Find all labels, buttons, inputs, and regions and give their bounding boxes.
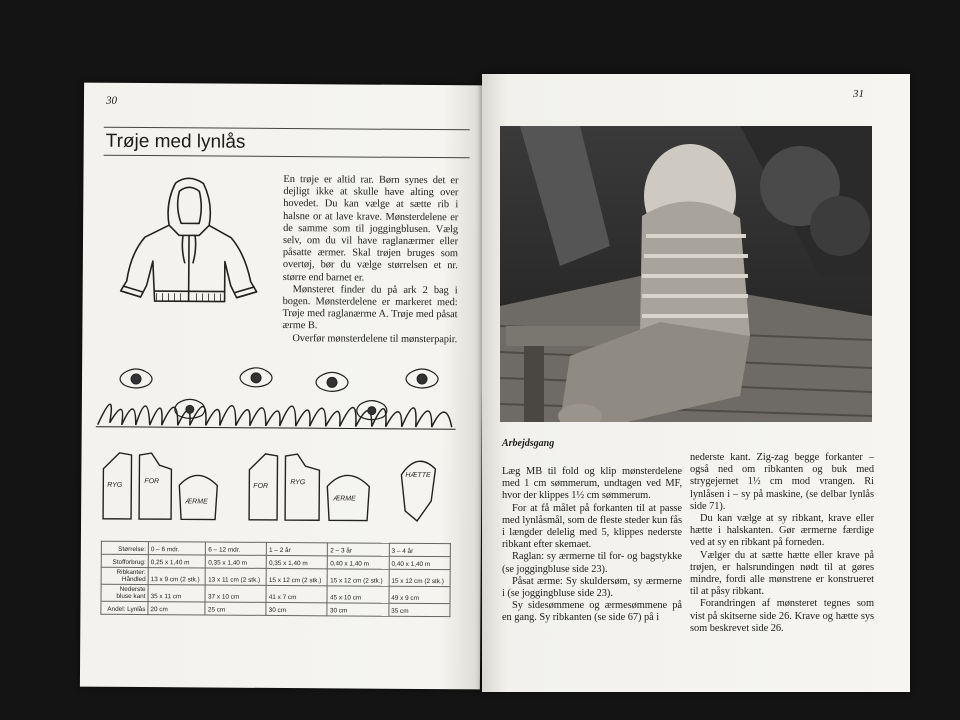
table-cell: 0,25 x 1,40 m [148,555,206,568]
paragraph: Vælger du at sætte hætte eller krave på trøjen, er halsrundingen nødt til at gøres mindre, fordi alle mønstrene er konstrueret til at påsy ribkant. [690,549,874,598]
subheading: Arbejdsgang [502,438,555,449]
table-cell: 30 cm [327,603,388,616]
paragraph: For at få målet på forkanten til at passe med lynlåsmål, som de fleste steder kun fås i længder delelig med 5, klippes nederste ribkant efter skemaet. [502,502,682,551]
pattern-label: HÆTTE [405,471,431,480]
table-row-label: Størrelse: [101,541,148,554]
pattern-pieces-illustration [99,449,450,531]
table-cell: 15 x 12 cm (2 stk.) [328,569,389,586]
intro-text [282,174,458,346]
text-column-2 [690,452,874,635]
size-table [100,541,451,617]
left-page [80,83,484,690]
flower-border-illustration [96,365,456,440]
table-cell: 35 x 11 cm [148,585,206,602]
table-cell: 0,40 x 1,40 m [328,556,389,569]
table-cell: 0,40 x 1,40 m [389,556,450,569]
table-cell: 0 – 6 mdr. [148,542,206,555]
paragraph: nederste kant. Zig-zag begge forkanter – også ned om ribkanten og buk med strygejernet 1½ cm mod vrangen. Ri lynlåsen i – sy på maskine, (se delbar lynlås side 71). [690,452,874,512]
table-cell: 15 x 12 cm (2 stk.) [389,569,450,586]
table-row-label: Ribkanter: Håndled [101,567,148,584]
paragraph: Læg MB til fold og klip mønsterdelene med 1 cm sømmerum, undtagen ved MF, hvor der klippes 1½ cm sømmerum. [502,466,682,502]
page-title: Trøje med lynlås [105,130,246,153]
table-cell: 6 – 12 mdr. [206,542,267,555]
pattern-label: FOR [144,478,160,486]
table-row-label: Nederste bluse kant [101,584,148,601]
table-cell: 37 x 10 cm [205,585,266,602]
title-rule-top [104,127,470,131]
table-row [101,601,450,616]
title-rule-bottom [104,155,470,159]
pattern-label: RYG [107,481,123,489]
table-cell: 41 x 7 cm [266,585,327,602]
table-row-label: Stofforbrug: [101,554,148,567]
page-number-left: 30 [105,94,118,107]
pattern-label: RYG [290,479,306,487]
paragraph: Påsat ærme: Sy skuldersøm, sy ærmerne i (se joggingbluse side 23). [502,575,682,600]
text-column-1 [502,466,682,625]
pattern-label: ÆRME [333,495,356,503]
table-cell: 30 cm [266,602,327,615]
table-cell: 13 x 9 cm (2 stk.) [148,568,206,585]
table-cell: 49 x 9 cm [389,586,450,603]
table-cell: 25 cm [205,602,266,615]
pattern-label: ÆRME [185,498,208,506]
table-cell: 13 x 11 cm (2 stk.) [206,568,267,585]
table-cell: 35 cm [389,603,450,616]
child-photo [500,126,872,422]
right-page [482,74,910,692]
table-row-label: Andel: Lynlås [101,601,148,614]
table-cell: 0,35 x 1,40 m [206,555,267,568]
intro-paragraph: En trøje er altid rar. Børn synes det er dejligt ikke at skulle have alting over hovedet. Du kan vælge at sætte rib i halsne or at lave krave. Mønsterdelene er de samme som til joggingblusen. Vælg selv, om du vil have raglanærmer eller påsatte ærmer. Skal trøjen bruges som overtøj, bør du vælge størrelsen et nr. større end barnet er. [282,174,459,284]
table-cell: 0,35 x 1,40 m [266,555,327,568]
page-number-right: 31 [853,88,864,100]
paragraph: Du kan vælge at sy ribkant, krave eller hætte i halskanten. Gør ærmerne færdige ved at sy en ribkant på forneden. [690,513,874,549]
intro-paragraph: Overfør mønsterdelene til mønsterpapir. [292,332,458,345]
table-cell: 20 cm [148,602,206,615]
intro-paragraph: Mønsteret finder du på ark 2 bag i bogen. Mønsterdelene er markeret med: Trøje med raglanærme A. Trøje med påsat ærme B. [282,283,458,332]
pattern-label: FOR [253,482,269,490]
paragraph: Forandringen af mønsteret tegnes som vist på skitserne side 26. Krave og hætte sys som beskrevet side 26. [690,598,874,634]
paragraph: Sy sidesømmene og ærmesømmene på en gang. Sy ribkanten (se side 67) på i [502,600,682,624]
table-cell: 3 – 4 år [389,543,450,556]
paragraph: Raglan: sy ærmerne til for- og bagstykke (se joggingbluse side 23). [502,551,682,575]
table-cell: 1 – 2 år [267,542,328,555]
table-cell: 45 x 10 cm [327,586,388,603]
table-cell: 2 – 3 år [328,543,389,556]
table-cell: 15 x 12 cm (2 stk.) [266,568,327,585]
jacket-illustration [113,173,264,314]
